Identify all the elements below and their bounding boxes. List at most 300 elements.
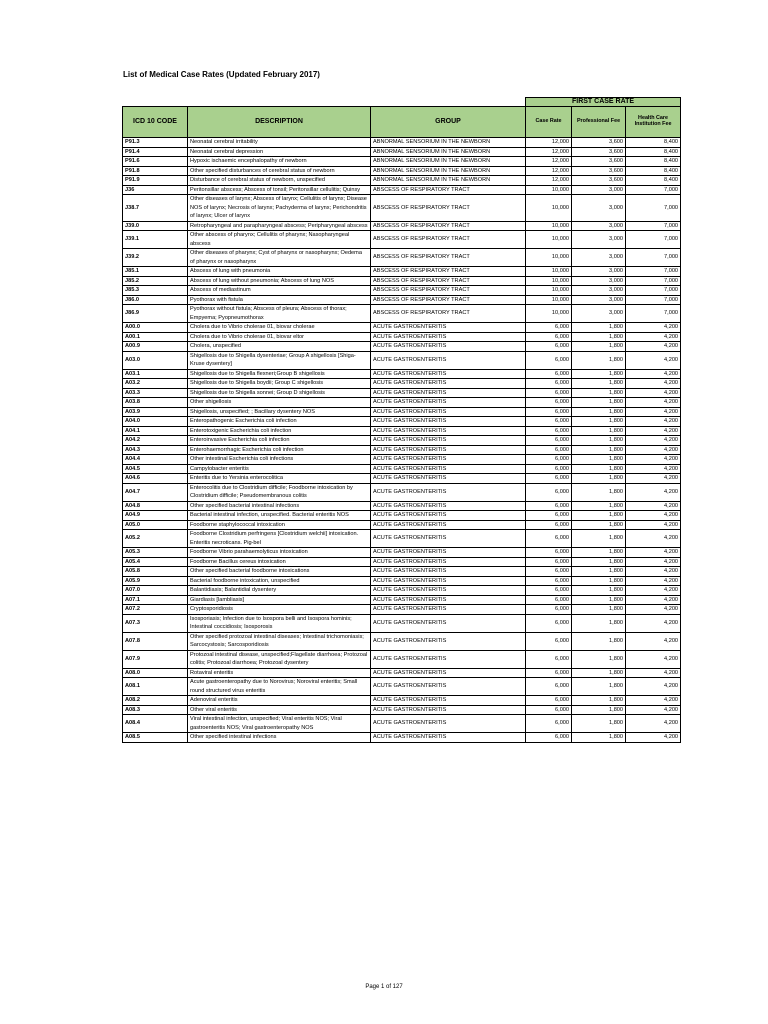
cell-hci-fee: 4,200 bbox=[626, 557, 681, 567]
cell-description: Bacterial foodborne intoxication, unspecified bbox=[188, 576, 371, 586]
cell-group: ACUTE GASTROENTERITIS bbox=[371, 483, 526, 501]
cell-professional-fee: 1,800 bbox=[572, 388, 626, 398]
cell-description: Retropharyngeal and parapharyngeal abscess; Peripharyngeal abscess bbox=[188, 221, 371, 231]
cell-icd-code: A08.0 bbox=[123, 668, 188, 678]
cell-description: Other diseases of pharynx; Cyst of pharynx or nasopharynx; Oedema of pharynx or nasopharynx bbox=[188, 249, 371, 267]
cell-icd-code: A04.3 bbox=[123, 445, 188, 455]
cell-icd-code: A04.0 bbox=[123, 417, 188, 427]
cell-icd-code: P91.8 bbox=[123, 166, 188, 176]
document-title: List of Medical Case Rates (Updated February 2017) bbox=[123, 70, 320, 79]
cell-group: ACUTE GASTROENTERITIS bbox=[371, 369, 526, 379]
table-row bbox=[123, 455, 681, 465]
header-professional-fee: Professional Fee bbox=[572, 107, 626, 138]
cell-case-rate: 6,000 bbox=[526, 379, 572, 389]
cell-hci-fee: 4,200 bbox=[626, 511, 681, 521]
cell-case-rate: 6,000 bbox=[526, 369, 572, 379]
cell-case-rate: 10,000 bbox=[526, 195, 572, 222]
case-rate-table-container bbox=[122, 97, 680, 743]
cell-hci-fee: 4,200 bbox=[626, 668, 681, 678]
cell-icd-code: A08.5 bbox=[123, 733, 188, 743]
cell-hci-fee: 4,200 bbox=[626, 464, 681, 474]
cell-icd-code: A04.7 bbox=[123, 483, 188, 501]
cell-description: Shigellosis, unspecified; ; Bacillary dysentery NOS bbox=[188, 407, 371, 417]
cell-professional-fee: 1,800 bbox=[572, 520, 626, 530]
cell-description: Cholera, unspecified bbox=[188, 342, 371, 352]
cell-hci-fee: 4,200 bbox=[626, 733, 681, 743]
cell-hci-fee: 7,000 bbox=[626, 267, 681, 277]
cell-professional-fee: 1,800 bbox=[572, 398, 626, 408]
cell-group: ACUTE GASTROENTERITIS bbox=[371, 407, 526, 417]
cell-hci-fee: 4,200 bbox=[626, 369, 681, 379]
cell-professional-fee: 3,000 bbox=[572, 221, 626, 231]
cell-description: Balantidiasis; Balantidial dysentery bbox=[188, 586, 371, 596]
cell-icd-code: A03.3 bbox=[123, 388, 188, 398]
table-row bbox=[123, 501, 681, 511]
cell-professional-fee: 1,800 bbox=[572, 705, 626, 715]
cell-icd-code: A07.8 bbox=[123, 632, 188, 650]
cell-icd-code: A05.4 bbox=[123, 557, 188, 567]
cell-group: ABNORMAL SENSORIUM IN THE NEWBORN bbox=[371, 166, 526, 176]
cell-group: ABSCESS OF RESPIRATORY TRACT bbox=[371, 231, 526, 249]
cell-hci-fee: 4,200 bbox=[626, 567, 681, 577]
cell-group: ACUTE GASTROENTERITIS bbox=[371, 520, 526, 530]
cell-case-rate: 6,000 bbox=[526, 530, 572, 548]
cell-description: Foodborne Bacillus cereus intoxication bbox=[188, 557, 371, 567]
table-row bbox=[123, 715, 681, 733]
cell-case-rate: 12,000 bbox=[526, 166, 572, 176]
cell-case-rate: 6,000 bbox=[526, 548, 572, 558]
table-row bbox=[123, 557, 681, 567]
cell-professional-fee: 3,000 bbox=[572, 195, 626, 222]
cell-group: ABSCESS OF RESPIRATORY TRACT bbox=[371, 195, 526, 222]
cell-icd-code: A03.9 bbox=[123, 407, 188, 417]
cell-professional-fee: 3,000 bbox=[572, 286, 626, 296]
cell-group: ACUTE GASTROENTERITIS bbox=[371, 436, 526, 446]
cell-professional-fee: 1,800 bbox=[572, 632, 626, 650]
cell-group: ACUTE GASTROENTERITIS bbox=[371, 455, 526, 465]
table-row bbox=[123, 417, 681, 427]
cell-hci-fee: 4,200 bbox=[626, 520, 681, 530]
cell-professional-fee: 1,800 bbox=[572, 668, 626, 678]
cell-description: Viral intestinal infection, unspecified; Viral enteritis NOS; Viral gastroenteritis NOS; Viral gastroenteropathy NOS bbox=[188, 715, 371, 733]
cell-hci-fee: 4,200 bbox=[626, 650, 681, 668]
table-row bbox=[123, 530, 681, 548]
table-row bbox=[123, 548, 681, 558]
table-row bbox=[123, 138, 681, 148]
cell-hci-fee: 4,200 bbox=[626, 715, 681, 733]
table-row bbox=[123, 157, 681, 167]
cell-professional-fee: 3,600 bbox=[572, 176, 626, 186]
cell-description: Neonatal cerebral irritability bbox=[188, 138, 371, 148]
cell-case-rate: 6,000 bbox=[526, 595, 572, 605]
cell-group: ABSCESS OF RESPIRATORY TRACT bbox=[371, 295, 526, 305]
cell-case-rate: 6,000 bbox=[526, 417, 572, 427]
cell-description: Pyothorax with fistula bbox=[188, 295, 371, 305]
cell-hci-fee: 4,200 bbox=[626, 455, 681, 465]
table-row bbox=[123, 249, 681, 267]
table-row bbox=[123, 733, 681, 743]
cell-group: ABSCESS OF RESPIRATORY TRACT bbox=[371, 221, 526, 231]
cell-hci-fee: 4,200 bbox=[626, 445, 681, 455]
cell-description: Other specified intestinal infections bbox=[188, 733, 371, 743]
cell-description: Rotaviral enteritis bbox=[188, 668, 371, 678]
cell-case-rate: 12,000 bbox=[526, 157, 572, 167]
table-row bbox=[123, 595, 681, 605]
cell-description: Hypoxic ischaemic encephalopathy of newborn bbox=[188, 157, 371, 167]
cell-description: Adenoviral enteritis bbox=[188, 696, 371, 706]
cell-case-rate: 12,000 bbox=[526, 147, 572, 157]
cell-group: ACUTE GASTROENTERITIS bbox=[371, 595, 526, 605]
cell-case-rate: 12,000 bbox=[526, 138, 572, 148]
cell-professional-fee: 3,000 bbox=[572, 305, 626, 323]
cell-group: ACUTE GASTROENTERITIS bbox=[371, 733, 526, 743]
table-row bbox=[123, 445, 681, 455]
cell-description: Peritonsillar abscess; Abscess of tonsil; Peritonsillar cellulitis; Quinsy bbox=[188, 185, 371, 195]
cell-group: ABNORMAL SENSORIUM IN THE NEWBORN bbox=[371, 157, 526, 167]
cell-hci-fee: 7,000 bbox=[626, 231, 681, 249]
cell-group: ACUTE GASTROENTERITIS bbox=[371, 605, 526, 615]
cell-professional-fee: 1,800 bbox=[572, 715, 626, 733]
cell-hci-fee: 7,000 bbox=[626, 305, 681, 323]
cell-description: Neonatal cerebral depression bbox=[188, 147, 371, 157]
cell-group: ACUTE GASTROENTERITIS bbox=[371, 351, 526, 369]
cell-professional-fee: 1,800 bbox=[572, 342, 626, 352]
cell-description: Shigellosis due to Shigella sonnei; Group D shigellosis bbox=[188, 388, 371, 398]
cell-professional-fee: 3,600 bbox=[572, 166, 626, 176]
cell-description: Other specified disturbances of cerebral status of newborn bbox=[188, 166, 371, 176]
cell-case-rate: 6,000 bbox=[526, 351, 572, 369]
cell-description: Other viral enteritis bbox=[188, 705, 371, 715]
table-row bbox=[123, 605, 681, 615]
cell-description: Bacterial intestinal infection, unspecified. Bacterial enteritis NOS bbox=[188, 511, 371, 521]
cell-case-rate: 6,000 bbox=[526, 696, 572, 706]
cell-case-rate: 6,000 bbox=[526, 567, 572, 577]
header-case-rate: Case Rate bbox=[526, 107, 572, 138]
cell-case-rate: 12,000 bbox=[526, 176, 572, 186]
table-row bbox=[123, 436, 681, 446]
cell-group: ACUTE GASTROENTERITIS bbox=[371, 388, 526, 398]
cell-professional-fee: 1,800 bbox=[572, 483, 626, 501]
cell-description: Abscess of lung with pneumonia bbox=[188, 267, 371, 277]
cell-icd-code: A04.2 bbox=[123, 436, 188, 446]
cell-group: ACUTE GASTROENTERITIS bbox=[371, 474, 526, 484]
cell-description: Cholera due to Vibrio cholerae 01, biovar cholerae bbox=[188, 323, 371, 333]
cell-case-rate: 6,000 bbox=[526, 398, 572, 408]
cell-hci-fee: 4,200 bbox=[626, 342, 681, 352]
cell-icd-code: P91.3 bbox=[123, 138, 188, 148]
cell-icd-code: A08.3 bbox=[123, 705, 188, 715]
cell-hci-fee: 7,000 bbox=[626, 286, 681, 296]
cell-group: ABSCESS OF RESPIRATORY TRACT bbox=[371, 305, 526, 323]
cell-case-rate: 10,000 bbox=[526, 249, 572, 267]
cell-professional-fee: 1,800 bbox=[572, 678, 626, 696]
cell-description: Foodborne Clostridium perfringens [Clostridium welchii] intoxication. Enteritis necroticans. Pig-bel bbox=[188, 530, 371, 548]
table-row bbox=[123, 388, 681, 398]
cell-group: ACUTE GASTROENTERITIS bbox=[371, 650, 526, 668]
table-row bbox=[123, 342, 681, 352]
cell-professional-fee: 1,800 bbox=[572, 445, 626, 455]
cell-hci-fee: 4,200 bbox=[626, 548, 681, 558]
cell-icd-code: A03.0 bbox=[123, 351, 188, 369]
table-row bbox=[123, 407, 681, 417]
cell-case-rate: 6,000 bbox=[526, 474, 572, 484]
cell-professional-fee: 1,800 bbox=[572, 595, 626, 605]
cell-hci-fee: 7,000 bbox=[626, 221, 681, 231]
cell-professional-fee: 1,800 bbox=[572, 501, 626, 511]
cell-description: Isosporiasis; Infection due to Isospora belli and Isospora hominis; Intestinal coccidiosis; Isosporosis bbox=[188, 614, 371, 632]
cell-icd-code: A07.3 bbox=[123, 614, 188, 632]
cell-group: ABNORMAL SENSORIUM IN THE NEWBORN bbox=[371, 138, 526, 148]
cell-professional-fee: 1,800 bbox=[572, 530, 626, 548]
cell-icd-code: J39.0 bbox=[123, 221, 188, 231]
table-row bbox=[123, 323, 681, 333]
cell-hci-fee: 8,400 bbox=[626, 176, 681, 186]
cell-hci-fee: 4,200 bbox=[626, 417, 681, 427]
cell-description: Disturbance of cerebral status of newborn, unspecified bbox=[188, 176, 371, 186]
cell-icd-code: A00.0 bbox=[123, 323, 188, 333]
cell-group: ACUTE GASTROENTERITIS bbox=[371, 632, 526, 650]
cell-icd-code: J85.2 bbox=[123, 276, 188, 286]
cell-professional-fee: 1,800 bbox=[572, 567, 626, 577]
cell-icd-code: P91.6 bbox=[123, 157, 188, 167]
cell-professional-fee: 3,000 bbox=[572, 295, 626, 305]
cell-icd-code: A05.0 bbox=[123, 520, 188, 530]
cell-icd-code: A05.8 bbox=[123, 567, 188, 577]
cell-hci-fee: 7,000 bbox=[626, 195, 681, 222]
cell-description: Foodborne Vibrio parahaemolyticus intoxication bbox=[188, 548, 371, 558]
cell-description: Enterocolitis due to Clostridium difficile; Foodborne intoxication by Clostridium difficile; Pseudomembranous colitis bbox=[188, 483, 371, 501]
cell-description: Shigellosis due to Shigella boydii; Group C shigellosis bbox=[188, 379, 371, 389]
table-row bbox=[123, 632, 681, 650]
cell-case-rate: 6,000 bbox=[526, 733, 572, 743]
cell-icd-code: A04.1 bbox=[123, 426, 188, 436]
cell-professional-fee: 1,800 bbox=[572, 474, 626, 484]
cell-icd-code: J86.9 bbox=[123, 305, 188, 323]
table-row bbox=[123, 511, 681, 521]
cell-hci-fee: 4,200 bbox=[626, 605, 681, 615]
table-row bbox=[123, 351, 681, 369]
table-row bbox=[123, 678, 681, 696]
cell-description: Other specified protozoal intestinal diseases; Intestinal trichomoniasis; Sarcocystosis; Sarcosporidiosis bbox=[188, 632, 371, 650]
table-row bbox=[123, 464, 681, 474]
cell-professional-fee: 1,800 bbox=[572, 351, 626, 369]
table-row bbox=[123, 221, 681, 231]
cell-professional-fee: 1,800 bbox=[572, 733, 626, 743]
table-row bbox=[123, 576, 681, 586]
cell-description: Pyothorax without fistula; Abscess of pleura; Abscess of thorax; Empyema; Pyopneumothorax bbox=[188, 305, 371, 323]
cell-hci-fee: 4,200 bbox=[626, 332, 681, 342]
cell-professional-fee: 3,000 bbox=[572, 267, 626, 277]
cell-icd-code: A05.9 bbox=[123, 576, 188, 586]
cell-hci-fee: 4,200 bbox=[626, 501, 681, 511]
cell-hci-fee: 4,200 bbox=[626, 436, 681, 446]
cell-professional-fee: 1,800 bbox=[572, 605, 626, 615]
cell-icd-code: A07.2 bbox=[123, 605, 188, 615]
header-icd-code: ICD 10 CODE bbox=[123, 107, 188, 138]
cell-description: Giardiasis [lambliasis] bbox=[188, 595, 371, 605]
cell-case-rate: 6,000 bbox=[526, 426, 572, 436]
cell-group: ABSCESS OF RESPIRATORY TRACT bbox=[371, 267, 526, 277]
cell-icd-code: A03.1 bbox=[123, 369, 188, 379]
table-row bbox=[123, 398, 681, 408]
cell-group: ACUTE GASTROENTERITIS bbox=[371, 379, 526, 389]
cell-group: ACUTE GASTROENTERITIS bbox=[371, 696, 526, 706]
cell-icd-code: A08.1 bbox=[123, 678, 188, 696]
cell-hci-fee: 7,000 bbox=[626, 295, 681, 305]
cell-icd-code: A03.8 bbox=[123, 398, 188, 408]
cell-professional-fee: 1,800 bbox=[572, 586, 626, 596]
cell-professional-fee: 3,000 bbox=[572, 185, 626, 195]
cell-hci-fee: 4,200 bbox=[626, 576, 681, 586]
cell-case-rate: 6,000 bbox=[526, 557, 572, 567]
cell-hci-fee: 4,200 bbox=[626, 388, 681, 398]
cell-icd-code: J36 bbox=[123, 185, 188, 195]
cell-hci-fee: 4,200 bbox=[626, 614, 681, 632]
cell-professional-fee: 3,600 bbox=[572, 138, 626, 148]
cell-icd-code: J86.0 bbox=[123, 295, 188, 305]
cell-description: Other diseases of larynx; Abscess of larynx; Cellulitis of larynx; Disease NOS of larynx; Necrosis of larynx; Pachyderma of larynx; Perichondritis of larynx; Ulcer of larynx bbox=[188, 195, 371, 222]
cell-case-rate: 10,000 bbox=[526, 305, 572, 323]
cell-professional-fee: 3,000 bbox=[572, 249, 626, 267]
cell-group: ACUTE GASTROENTERITIS bbox=[371, 398, 526, 408]
cell-professional-fee: 1,800 bbox=[572, 696, 626, 706]
cell-group: ACUTE GASTROENTERITIS bbox=[371, 464, 526, 474]
cell-description: Other abscess of pharynx; Cellulitis of pharynx; Nasopharyngeal abscess bbox=[188, 231, 371, 249]
cell-group: ACUTE GASTROENTERITIS bbox=[371, 342, 526, 352]
table-header bbox=[123, 98, 681, 138]
cell-hci-fee: 7,000 bbox=[626, 185, 681, 195]
cell-case-rate: 6,000 bbox=[526, 576, 572, 586]
cell-description: Enterotoxigenic Escherichia coli infection bbox=[188, 426, 371, 436]
cell-icd-code: A07.9 bbox=[123, 650, 188, 668]
cell-case-rate: 6,000 bbox=[526, 586, 572, 596]
cell-professional-fee: 1,800 bbox=[572, 614, 626, 632]
cell-group: ACUTE GASTROENTERITIS bbox=[371, 586, 526, 596]
cell-group: ACUTE GASTROENTERITIS bbox=[371, 530, 526, 548]
cell-hci-fee: 4,200 bbox=[626, 530, 681, 548]
table-row bbox=[123, 147, 681, 157]
table-row bbox=[123, 586, 681, 596]
cell-hci-fee: 4,200 bbox=[626, 678, 681, 696]
table-row bbox=[123, 705, 681, 715]
cell-hci-fee: 4,200 bbox=[626, 407, 681, 417]
cell-case-rate: 6,000 bbox=[526, 332, 572, 342]
cell-description: Enteroinvasive Escherichia coli infection bbox=[188, 436, 371, 446]
cell-professional-fee: 3,600 bbox=[572, 147, 626, 157]
cell-icd-code: A05.3 bbox=[123, 548, 188, 558]
cell-description: Shigellosis due to Shigella dysenteriae; Group A shigellosis [Shiga-Kruse dysentery] bbox=[188, 351, 371, 369]
cell-professional-fee: 3,000 bbox=[572, 276, 626, 286]
cell-group: ACUTE GASTROENTERITIS bbox=[371, 417, 526, 427]
cell-professional-fee: 1,800 bbox=[572, 407, 626, 417]
cell-case-rate: 6,000 bbox=[526, 614, 572, 632]
table-row bbox=[123, 483, 681, 501]
cell-group: ACUTE GASTROENTERITIS bbox=[371, 705, 526, 715]
cell-case-rate: 6,000 bbox=[526, 455, 572, 465]
table-row bbox=[123, 650, 681, 668]
cell-professional-fee: 1,800 bbox=[572, 426, 626, 436]
cell-description: Enteritis due to Yersinia enterocolitica bbox=[188, 474, 371, 484]
cell-hci-fee: 4,200 bbox=[626, 632, 681, 650]
table-row bbox=[123, 176, 681, 186]
cell-case-rate: 10,000 bbox=[526, 267, 572, 277]
cell-hci-fee: 8,400 bbox=[626, 138, 681, 148]
table-row bbox=[123, 426, 681, 436]
cell-icd-code: J39.2 bbox=[123, 249, 188, 267]
cell-professional-fee: 3,600 bbox=[572, 157, 626, 167]
cell-description: Foodborne staphylococcal intoxication bbox=[188, 520, 371, 530]
cell-professional-fee: 1,800 bbox=[572, 369, 626, 379]
cell-icd-code: J39.1 bbox=[123, 231, 188, 249]
cell-case-rate: 6,000 bbox=[526, 445, 572, 455]
cell-case-rate: 6,000 bbox=[526, 520, 572, 530]
cell-description: Acute gastroenteropathy due to Norovirus; Noroviral enteritis; Small round structured virus enteritis bbox=[188, 678, 371, 696]
cell-case-rate: 6,000 bbox=[526, 464, 572, 474]
cell-case-rate: 6,000 bbox=[526, 678, 572, 696]
cell-icd-code: A08.4 bbox=[123, 715, 188, 733]
cell-icd-code: A07.1 bbox=[123, 595, 188, 605]
cell-hci-fee: 4,200 bbox=[626, 483, 681, 501]
cell-case-rate: 10,000 bbox=[526, 185, 572, 195]
cell-group: ACUTE GASTROENTERITIS bbox=[371, 614, 526, 632]
cell-group: ACUTE GASTROENTERITIS bbox=[371, 557, 526, 567]
cell-professional-fee: 1,800 bbox=[572, 323, 626, 333]
cell-icd-code: A00.9 bbox=[123, 342, 188, 352]
cell-professional-fee: 1,800 bbox=[572, 576, 626, 586]
table-row bbox=[123, 379, 681, 389]
cell-professional-fee: 1,800 bbox=[572, 557, 626, 567]
cell-group: ACUTE GASTROENTERITIS bbox=[371, 323, 526, 333]
table-row bbox=[123, 567, 681, 577]
cell-hci-fee: 4,200 bbox=[626, 705, 681, 715]
cell-icd-code: A04.9 bbox=[123, 511, 188, 521]
cell-group: ABSCESS OF RESPIRATORY TRACT bbox=[371, 286, 526, 296]
table-body bbox=[123, 138, 681, 743]
cell-hci-fee: 4,200 bbox=[626, 696, 681, 706]
header-hci-fee: Health Care Institution Fee bbox=[626, 107, 681, 138]
cell-professional-fee: 1,800 bbox=[572, 332, 626, 342]
cell-hci-fee: 4,200 bbox=[626, 398, 681, 408]
cell-description: Enterohaemorrhagic Escherichia coli infection bbox=[188, 445, 371, 455]
cell-icd-code: A04.6 bbox=[123, 474, 188, 484]
cell-group: ACUTE GASTROENTERITIS bbox=[371, 445, 526, 455]
cell-group: ACUTE GASTROENTERITIS bbox=[371, 426, 526, 436]
cell-icd-code: A07.0 bbox=[123, 586, 188, 596]
cell-icd-code: A00.1 bbox=[123, 332, 188, 342]
case-rate-table bbox=[122, 97, 681, 743]
cell-group: ACUTE GASTROENTERITIS bbox=[371, 567, 526, 577]
cell-icd-code: A03.2 bbox=[123, 379, 188, 389]
cell-description: Other specified bacterial foodborne intoxications bbox=[188, 567, 371, 577]
cell-group: ABNORMAL SENSORIUM IN THE NEWBORN bbox=[371, 147, 526, 157]
cell-case-rate: 6,000 bbox=[526, 388, 572, 398]
cell-professional-fee: 1,800 bbox=[572, 548, 626, 558]
table-row bbox=[123, 185, 681, 195]
cell-hci-fee: 8,400 bbox=[626, 157, 681, 167]
cell-description: Enteropathogenic Escherichia coli infection bbox=[188, 417, 371, 427]
table-row bbox=[123, 332, 681, 342]
cell-hci-fee: 4,200 bbox=[626, 379, 681, 389]
cell-professional-fee: 1,800 bbox=[572, 650, 626, 668]
cell-description: Shigellosis due to Shigella flexneri;Group B shigellosis bbox=[188, 369, 371, 379]
cell-hci-fee: 4,200 bbox=[626, 474, 681, 484]
cell-case-rate: 6,000 bbox=[526, 483, 572, 501]
cell-case-rate: 6,000 bbox=[526, 436, 572, 446]
cell-case-rate: 10,000 bbox=[526, 231, 572, 249]
table-row bbox=[123, 668, 681, 678]
cell-group: ABSCESS OF RESPIRATORY TRACT bbox=[371, 185, 526, 195]
cell-case-rate: 10,000 bbox=[526, 286, 572, 296]
